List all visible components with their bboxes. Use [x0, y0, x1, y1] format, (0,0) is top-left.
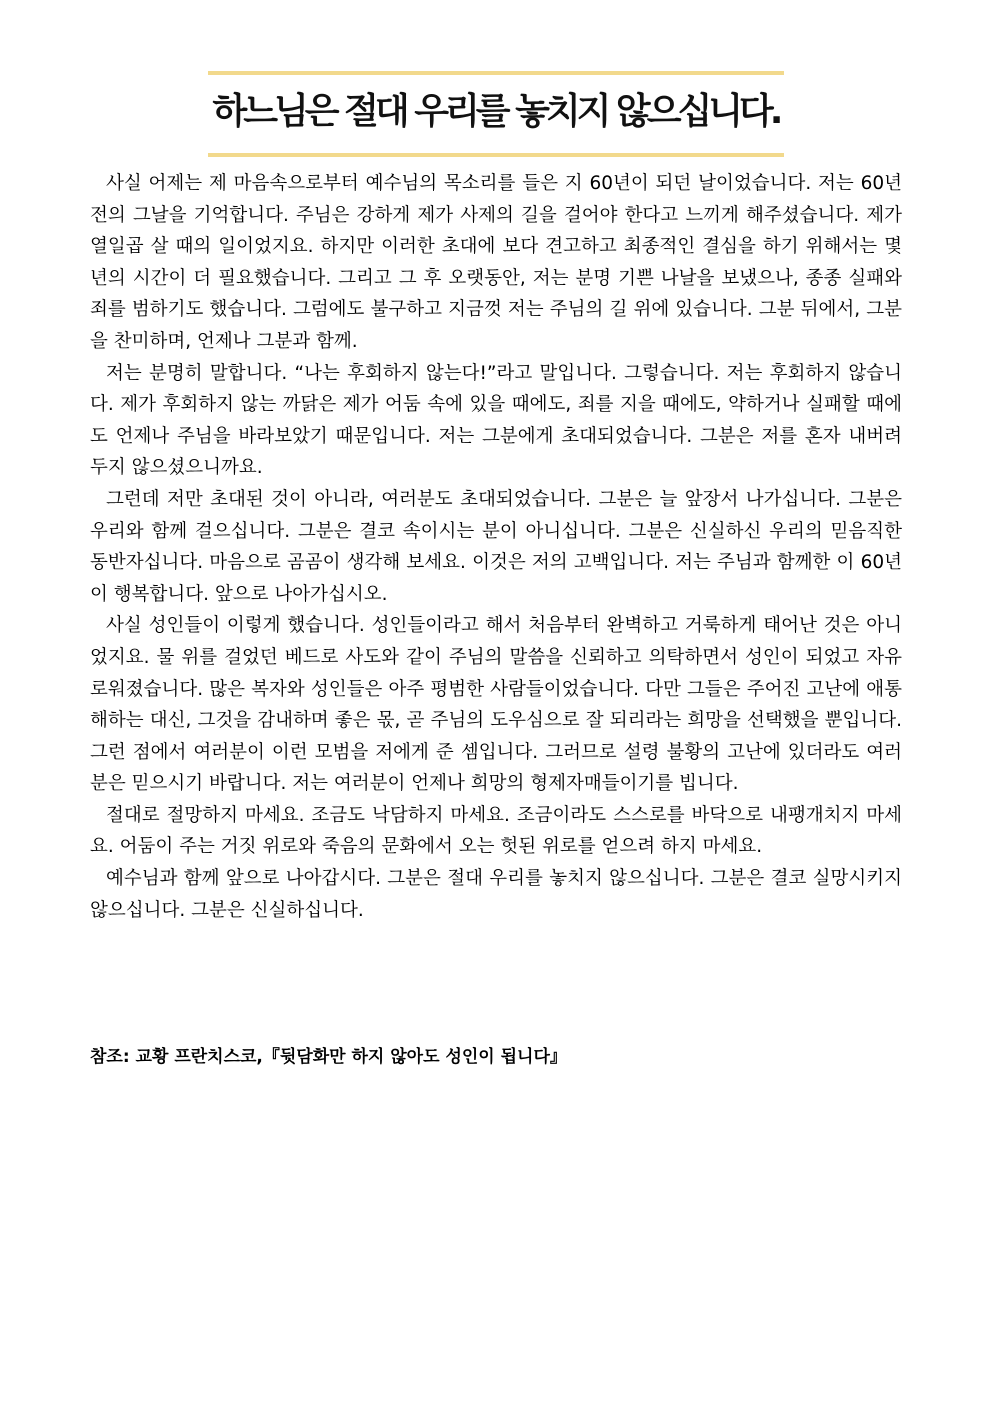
title-bottom-rule	[208, 153, 784, 157]
paragraph-5: 절대로 절망하지 마세요. 조금도 낙담하지 마세요. 조금이라도 스스로를 바닥으로 내팽개치지 마세요. 어둠이 주는 거짓 위로와 죽음의 문화에서 오는 헛된 위로를 얻으려 하지 마세요.	[90, 804, 902, 858]
reference-citation: 참조: 교황 프란치스코,『뒷담화만 하지 않아도 성인이 됩니다』	[90, 1047, 567, 1067]
paragraph-1: 사실 어제는 제 마음속으로부터 예수님의 목소리를 들은 지 60년이 되던 날이었습니다. 저는 60년 전의 그날을 기억합니다. 주님은 강하게 제가 사제의 길을 걸어야 한다고 느끼게 해주셨습니다. 제가 열일곱 살 때의 일이었지요. 하지만 이러한 초대에 보다 견고하고 최종적인 결심을 하기 위해서는 몇 년의 시간이 더 필요했습니다. 그리고 그 후 오랫동안, 저는 분명 기쁜 나날을 보냈으나, 종종 실패와 죄를 범하기도 했습니다. 그럼에도 불구하고 지금껏 저는 주님의 길 위에 있습니다. 그분 뒤에서, 그분을 찬미하며, 언제나 그분과 함께.	[90, 173, 902, 352]
page-title: 하느님은 절대 우리를 놓치지 않으십니다.	[212, 91, 780, 132]
article-body	[90, 168, 902, 926]
title-block	[208, 71, 784, 157]
paragraph-6: 예수님과 함께 앞으로 나아갑시다. 그분은 절대 우리를 놓치지 않으십니다. 그분은 결코 실망시키지 않으십니다. 그분은 신실하십니다.	[90, 868, 902, 921]
paragraph-3: 그런데 저만 초대된 것이 아니라, 여러분도 초대되었습니다. 그분은 늘 앞장서 나가십니다. 그분은 우리와 함께 걸으십니다. 그분은 결코 속이시는 분이 아니십니다. 그분은 신실하신 우리의 믿음직한 동반자십니다. 마음으로 곰곰이 생각해 보세요. 이것은 저의 고백입니다. 저는 주님과 함께한 이 60년이 행복합니다. 앞으로 나아가십시오.	[90, 488, 902, 605]
paragraph-4: 사실 성인들이 이렇게 했습니다. 성인들이라고 해서 처음부터 완벽하고 거룩하게 태어난 것은 아니었지요. 물 위를 걸었던 베드로 사도와 같이 주님의 말씀을 신뢰하고 의탁하면서 성인이 되었고 자유로워졌습니다. 많은 복자와 성인들은 아주 평범한 사람들이었습니다. 다만 그들은 주어진 고난에 애통해하는 대신, 그것을 감내하며 좋은 몫, 곧 주님의 도우심으로 잘 되리라는 희망을 선택했을 뿐입니다. 그런 점에서 여러분이 이런 모범을 저에게 준 셈입니다. 그러므로 설령 불황의 고난에 있더라도 여러분은 믿으시기 바랍니다. 저는 여러분이 언제나 희망의 형제자매들이기를 빕니다.	[90, 615, 902, 795]
paragraph-2: 저는 분명히 말합니다. “나는 후회하지 않는다!”라고 말입니다. 그렇습니다. 저는 후회하지 않습니다. 제가 후회하지 않는 까닭은 제가 어둠 속에 있을 때에도, 죄를 지을 때에도, 약하거나 실패할 때에도 언제나 주님을 바라보았기 때문입니다. 저는 그분에게 초대되었습니다. 그분은 저를 혼자 내버려 두지 않으셨으니까요.	[90, 362, 902, 479]
